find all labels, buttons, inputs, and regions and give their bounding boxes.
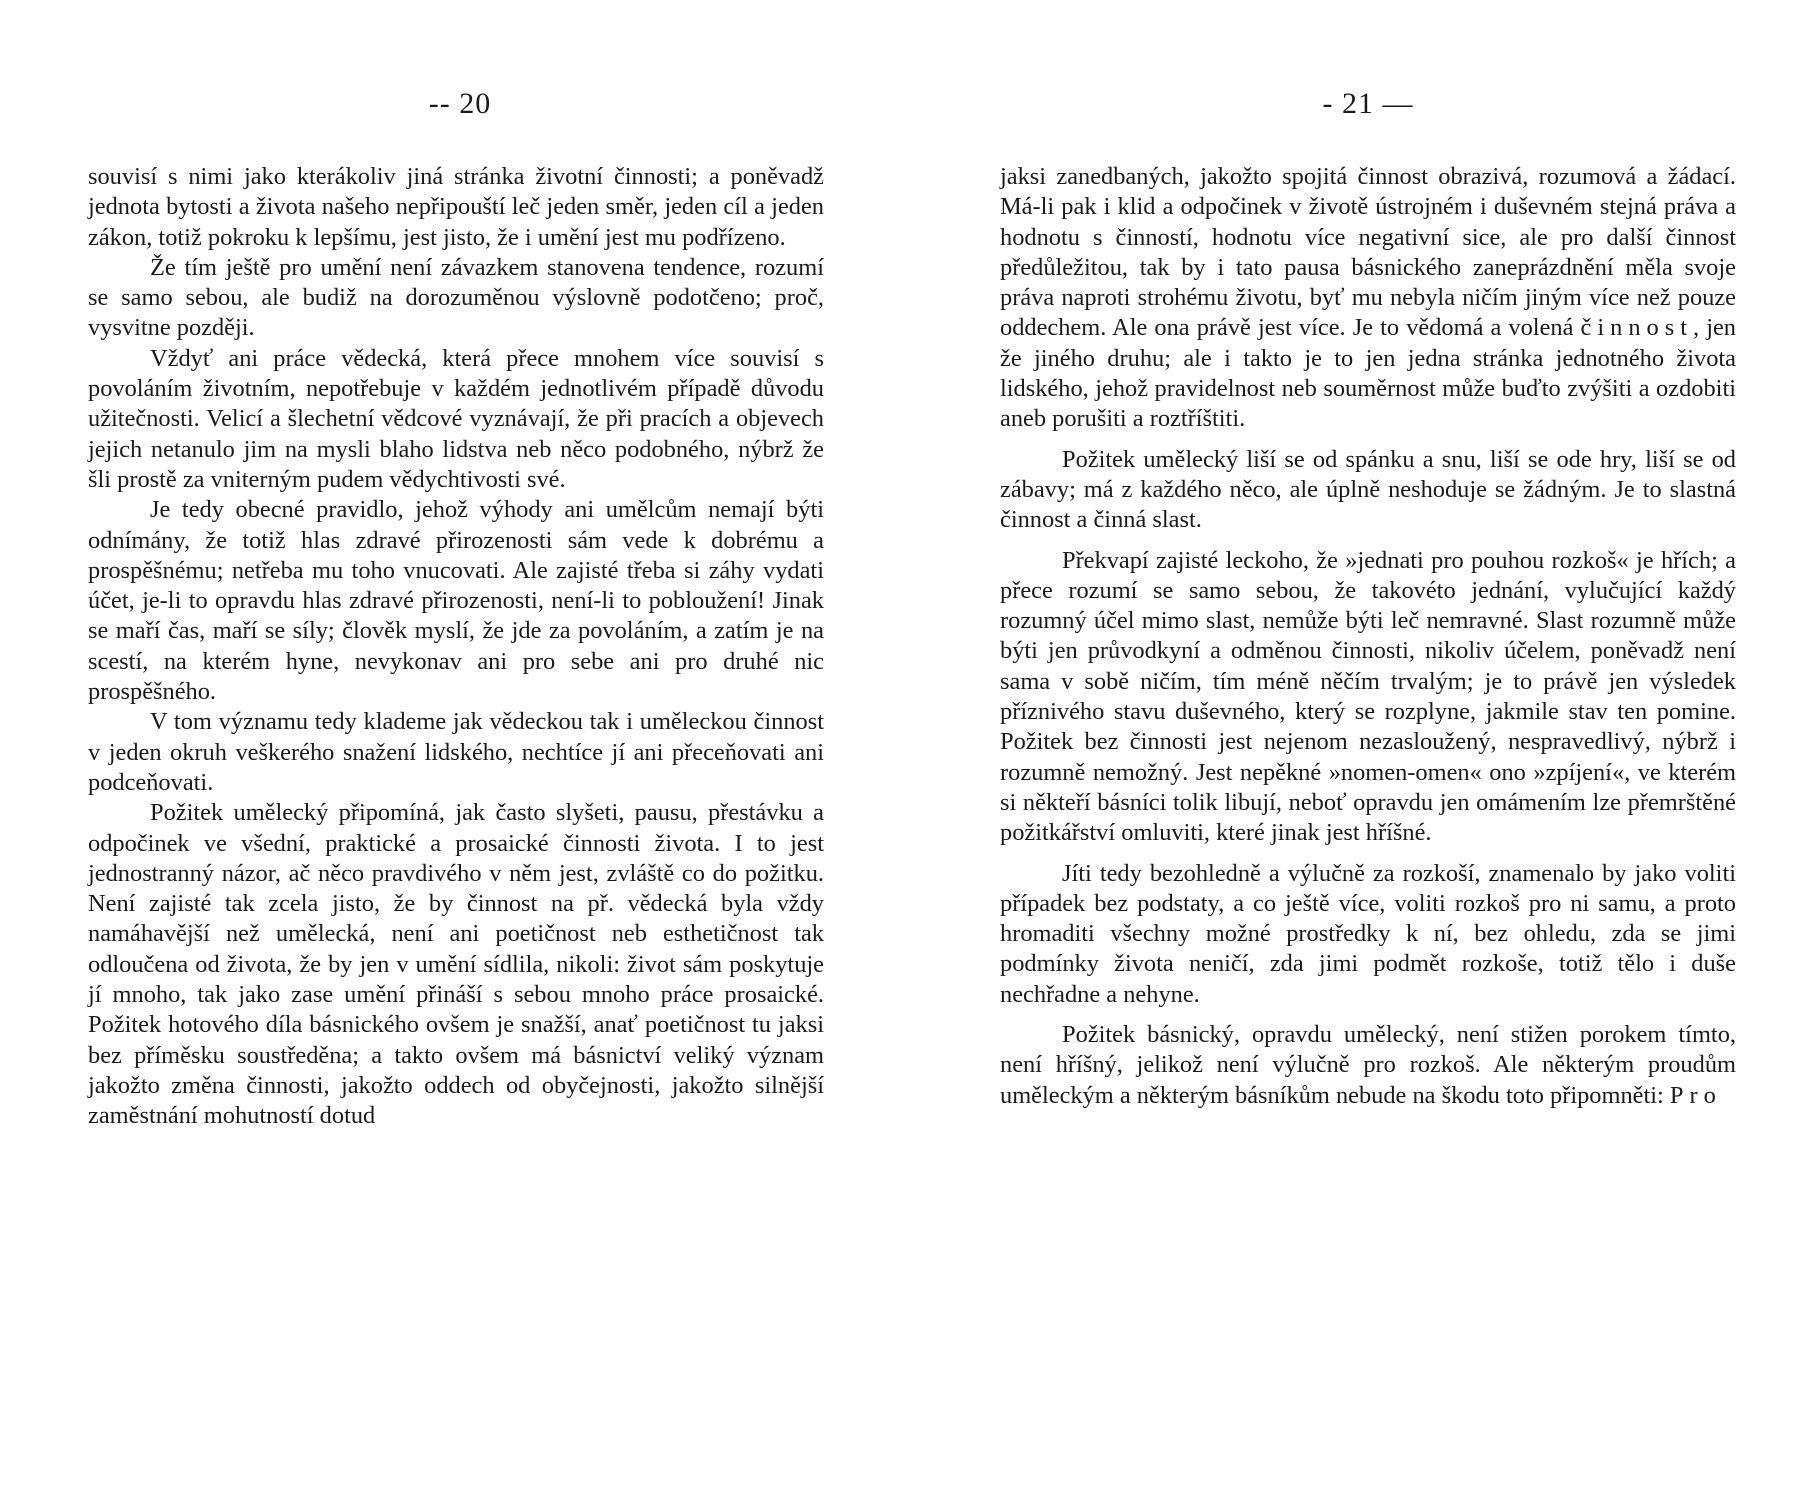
paragraph-text: Požitek básnický, opravdu umělecký, není stižen porokem tímto, není hříšný, jelikož není výlučně pro rozkoš. Ale některým proudům uměleckým a některým básníkům nebude na škodu toto připomněti: (1000, 1021, 1736, 1109)
left-page-text (88, 162, 824, 1132)
page-number-right: - 21 — (1322, 87, 1414, 120)
paragraph: Je tedy obecné pravidlo, jehož výhody ani umělcům nemají býti odnímány, že totiž hlas zdravé přirozenosti sám vede k dobrému a prospěšnému; netřeba mu toho vnucovati. Ale zajisté třeba si záhy vydati účet, je-li to opravdu hlas zdravé přirozenosti, není-li to pobloužení! Jinak se maří čas, maří se síly; člověk myslí, že jde za povoláním, a zatím je na scestí, na kterém hyne, nevykonav ani pro sebe ani pro druhé nic prospěšného. (88, 496, 824, 706)
paragraph: Požitek umělecký připomíná, jak často slyšeti, pausu, přestávku a odpočinek ve všední, praktické a prosaické činnosti života. I to jest jednostranný názor, ač něco pravdivého v něm jest, zvláště co do požitku. Není zajisté tak zcela jisto, že by činnost na př. vědecká byla vždy namáhavější než umělecká, není ani poetičnost neb esthetičnost tak odloučena od života, že by jen v umění sídlila, nikoli: život sám poskytuje jí mnoho, tak jako zase umění přináší s sebou mnoho práce prosaické. Požitek hotového díla básnického ovšem je snažší, anať poetičnost tu jaksi bez příměsku soustředěna; a takto ovšem má básnictví veliký význam jakožto změna činnosti, jakožto oddech od obyčejnosti, jakožto silnější zaměstnání mohutností dotud (88, 799, 824, 1130)
paragraph: Vždyť ani práce vědecká, která přece mnohem více souvisí s povoláním životním, nepotřebuje v každém jednotlivém případě důvodu užitečnosti. Velicí a šlechetní vědcové vyznávají, že při pracích a objevech jejich netanulo jim na mysli blaho lidstva neb něco podobného, nýbrž že šli prostě za vniterným pudem vědychtivosti své. (88, 344, 824, 493)
paragraph: Jíti tedy bezohledně a výlučně za rozkoší, znamenalo by jako voliti případek bez podstaty, a co ještě více, voliti rozkoš pro ni samu, a proto hromaditi všechny možné prostředky k ní, bez ohledu, zda se jimi podmínky života neničí, zda jimi podmět rozkoše, totiž tělo i duše nechřadne a nehyne. (1000, 859, 1736, 1008)
spaced-emphasis: Pro (1669, 1081, 1722, 1109)
paragraph: souvisí s nimi jako kterákoliv jiná stránka životní činnosti; a poněvadž jednota bytosti a života našeho nepřipouští leč jeden směr, jeden cíl a jeden zákon, totiž pokroku k lepšímu, jest jisto, že i umění jest mu podřízeno. (88, 163, 824, 251)
right-page (1000, 0, 1736, 1500)
paragraph-text: , jen že jiného druhu; ale i takto je to jen jedna stránka jednotného života lidského, jehož pravidelnost neb souměrnost může buďto zvýšiti a ozdobiti aneb porušiti a roztříštiti. (1000, 314, 1736, 433)
paragraph: Překvapí zajisté leckoho, že »jednati pro pouhou rozkoš« je hřích; a přece rozumí se samo sebou, že takovéto jednání, vylučující každý rozumný účel mimo slast, nemůže býti leč nemravné. Slast rozumně může býti jen průvodkyní a odměnou činnosti, nikoliv účelem, poněvadž není sama v sobě ničím, tím méně něčím trvalým; je to právě jen výsledek příznivého stavu duševného, který se rozplyne, jakmile stav ten pomine. Požitek bez činnosti jest nejenom nezasloužený, nespravedlivý, nýbrž i rozumně nemožný. Jest nepěkné »nomen-omen« ono »zpíjení«, ve kterém si někteří básníci tolik libují, neboť opravdu jen omámením lze přemrštěné požitkářství omluviti, které jinak jest hříšné. (1000, 546, 1736, 847)
paragraph: Požitek umělecký liší se od spánku a snu, liší se ode hry, liší se od zábavy; má z každého něco, ale úplně neshoduje se žádným. Je to slastná činnost a činná slast. (1000, 445, 1736, 534)
page-number-left: -- 20 (428, 87, 492, 120)
paragraph (1000, 1020, 1736, 1111)
paragraph-text: jaksi zanedbaných, jakožto spojitá činnost obrazivá, rozumová a žádací. Má-li pak i klid a odpočinek v životě ústrojném i duševném stejná práva a hodnotu s činností, hodnotu více negativní sice, ale pro další činnost předůležitou, tak by i tato pausa básnického zaneprázdnění měla svoje práva naproti strohému životu, byť mu nebyla ničím jiným více než pouze oddechem. Ale ona právě jest více. Je to vědomá a volená (1000, 163, 1736, 342)
paragraph: V tom významu tedy klademe jak vědeckou tak i uměleckou činnost v jeden okruh veškerého snažení lidského, nechtíce jí ani přeceňovati ani podceňovati. (88, 708, 824, 796)
paragraph: Že tím ještě pro umění není závazkem stanovena tendence, rozumí se samo sebou, ale budiž na dorozuměnou výslovně podotčeno; proč, vysvitne později. (88, 253, 824, 342)
left-page (88, 0, 824, 1500)
paragraph (1000, 162, 1736, 435)
right-page-text (1000, 162, 1736, 1111)
spaced-emphasis: činnost (1580, 314, 1693, 342)
